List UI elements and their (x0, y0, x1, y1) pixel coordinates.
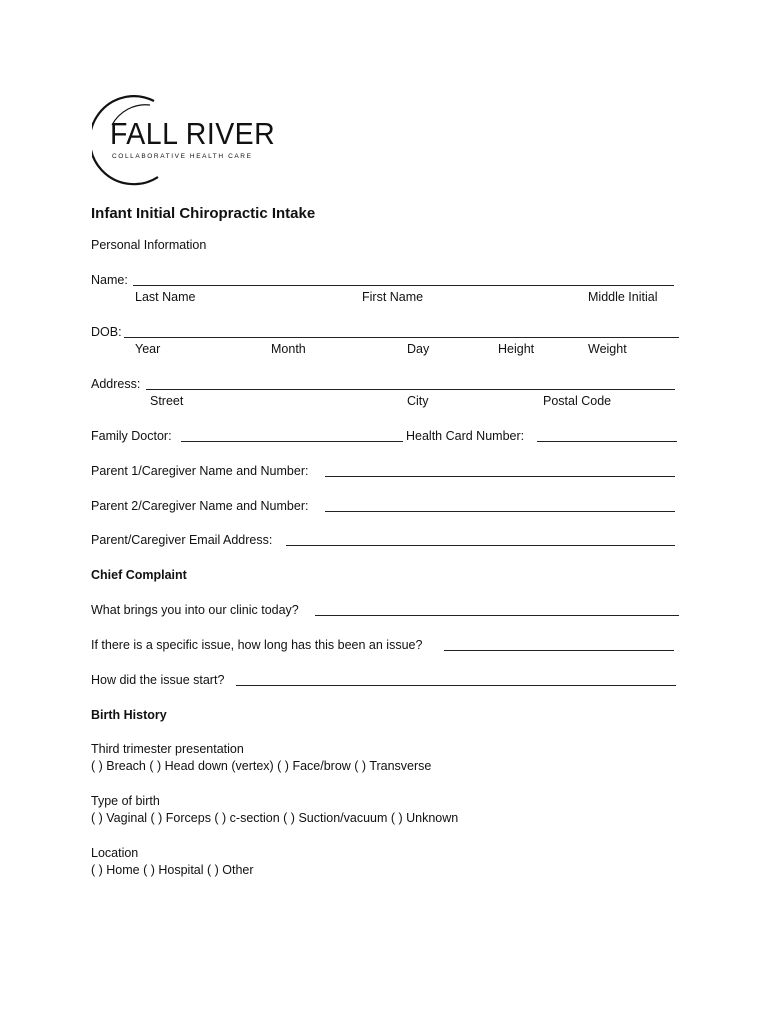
birth-type-label: Type of birth (91, 794, 160, 808)
health-card-label: Health Card Number: (406, 429, 525, 443)
brings-you-label: What brings you into our clinic today? (91, 603, 299, 617)
address-input-line[interactable] (146, 389, 675, 390)
email-input-line[interactable] (286, 545, 675, 546)
section-chief-complaint: Chief Complaint (91, 568, 187, 582)
fall-river-logo (92, 95, 282, 187)
page-title: Infant Initial Chiropractic Intake (91, 205, 316, 222)
how-long-label: If there is a specific issue, how long has this been an issue? (91, 638, 423, 652)
family-doctor-label: Family Doctor: (91, 429, 172, 443)
location-options[interactable]: ( ) Home ( ) Hospital ( ) Other (91, 863, 254, 877)
birth-type-options[interactable]: ( ) Vaginal ( ) Forceps ( ) c-section ( ) Suction/vacuum ( ) Unknown (91, 811, 459, 825)
issue-start-input-line[interactable] (236, 685, 676, 686)
name-input-line[interactable] (133, 285, 674, 286)
family-doctor-input-line[interactable] (181, 441, 403, 442)
middle-initial-caption: Middle Initial (588, 290, 658, 304)
year-caption: Year (135, 342, 161, 356)
location-label: Location (91, 846, 139, 860)
email-label: Parent/Caregiver Email Address: (91, 533, 273, 547)
postal-code-caption: Postal Code (543, 394, 612, 408)
dob-input-line[interactable] (124, 337, 679, 338)
name-label: Name: (91, 273, 128, 287)
parent1-input-line[interactable] (325, 476, 675, 477)
trimester-label: Third trimester presentation (91, 742, 244, 756)
weight-caption: Weight (588, 342, 627, 356)
issue-start-label: How did the issue start? (91, 673, 225, 687)
height-caption: Height (498, 342, 535, 356)
parent1-label: Parent 1/Caregiver Name and Number: (91, 464, 309, 478)
logo-name: FALL RIVER (110, 116, 276, 151)
parent2-label: Parent 2/Caregiver Name and Number: (91, 499, 309, 513)
city-caption: City (407, 394, 429, 408)
section-personal-information: Personal Information (91, 238, 207, 252)
month-caption: Month (271, 342, 306, 356)
health-card-input-line[interactable] (537, 441, 677, 442)
how-long-input-line[interactable] (444, 650, 674, 651)
trimester-options[interactable]: ( ) Breach ( ) Head down (vertex) ( ) Face/brow ( ) Transverse (91, 759, 432, 773)
first-name-caption: First Name (362, 290, 424, 304)
logo-tagline: COLLABORATIVE HEALTH CARE (112, 153, 253, 160)
brings-you-input-line[interactable] (315, 615, 679, 616)
address-label: Address: (91, 377, 141, 391)
street-caption: Street (150, 394, 184, 408)
last-name-caption: Last Name (135, 290, 196, 304)
day-caption: Day (407, 342, 430, 356)
dob-label: DOB: (91, 325, 122, 339)
parent2-input-line[interactable] (325, 511, 675, 512)
section-birth-history: Birth History (91, 708, 167, 722)
